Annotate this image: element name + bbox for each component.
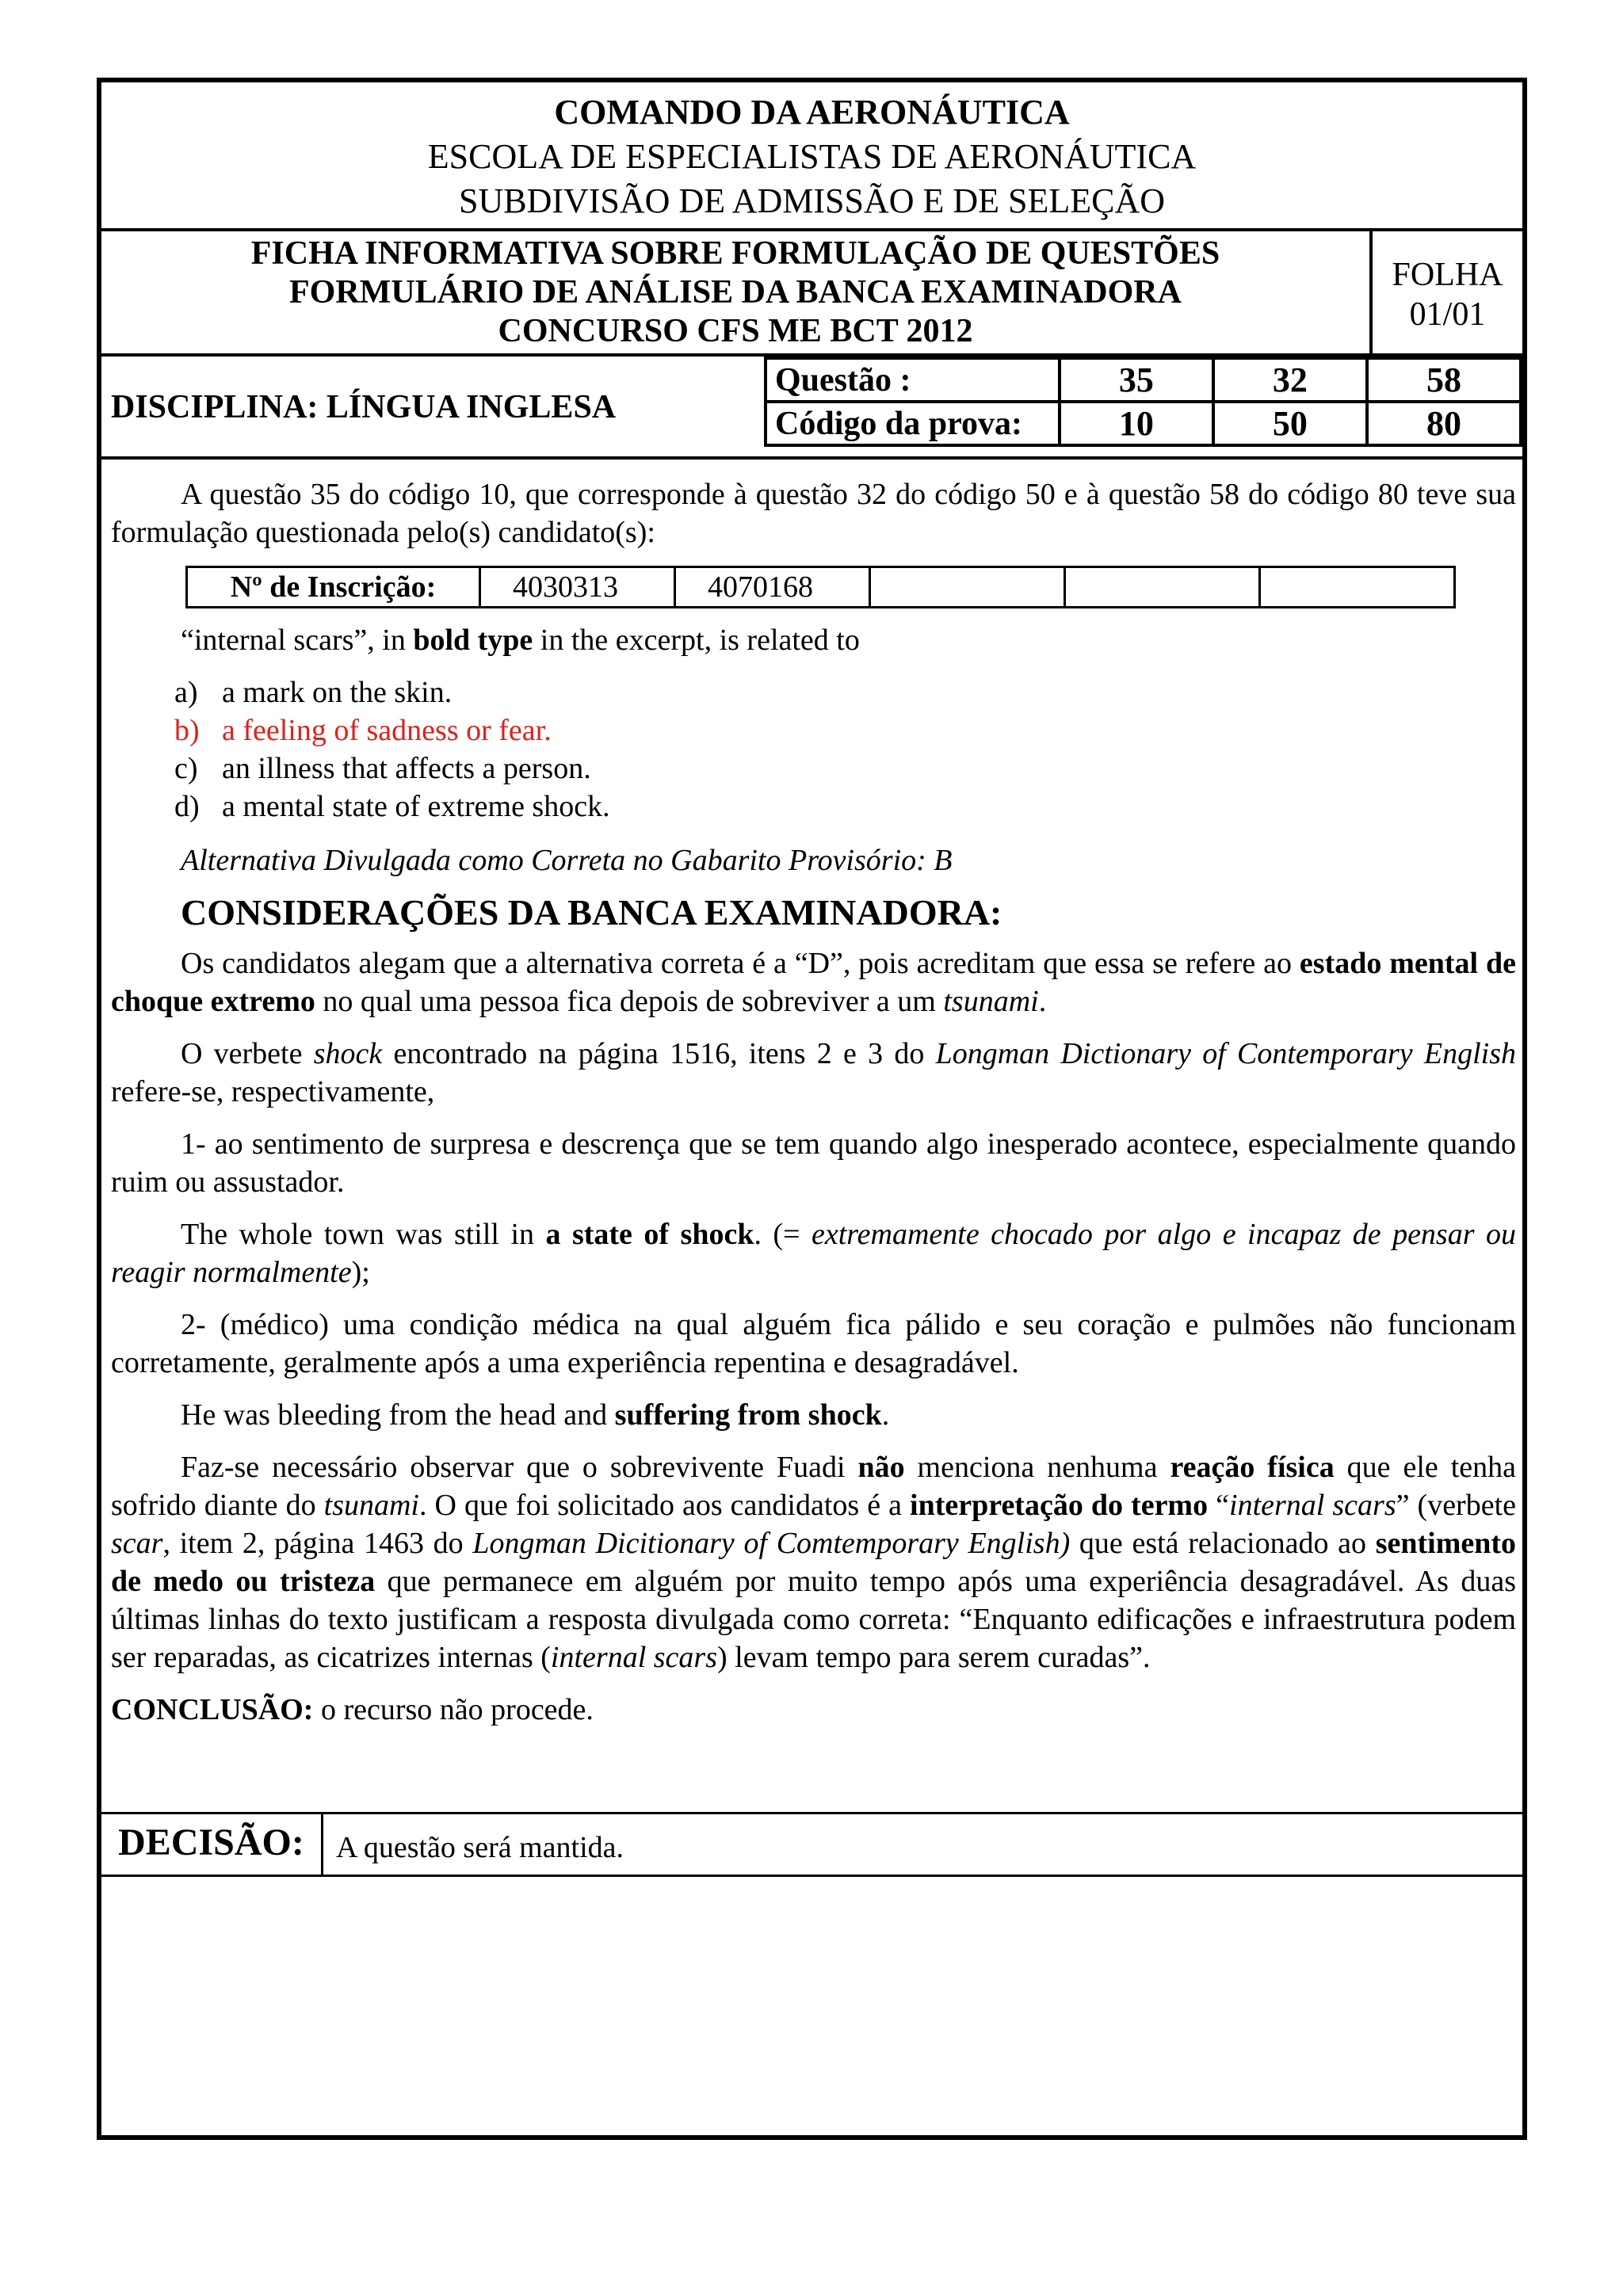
paragraph-1: Os candidatos alegam que a alternativa correta é a “D”, pois acreditam que essa se refere ao estado mental de choque extremo no qual uma pessoa fica depois de sobreviver a um tsunami. (111, 947, 1517, 1018)
header-line-1: COMANDO DA AERONÁUTICA (554, 93, 1070, 132)
questao-row (766, 358, 1521, 402)
codigo-label: Código da prova: (766, 402, 1060, 445)
decisao-label: DECISÃO: (101, 1814, 323, 1875)
answer-options (174, 673, 1516, 826)
codigo-value: 50 (1213, 402, 1367, 445)
option-text: a mental state of extreme shock. (222, 790, 610, 823)
stem-bold: bold type (413, 624, 533, 657)
header-line-2: ESCOLA DE ESPECIALISTAS DE AERONÁUTICA (427, 137, 1197, 176)
option-b-correct (174, 711, 1516, 749)
gabarito-note: Alternativa Divulgada como Correta no Gabarito Provisório: B (181, 844, 953, 877)
questao-label: Questão : (766, 358, 1060, 402)
folha-label: FOLHA (1392, 257, 1503, 293)
form-title (101, 231, 1373, 353)
inscricao-label: Nº de Inscrição: (187, 567, 480, 608)
option-d (174, 788, 1516, 826)
option-key: a) (174, 676, 198, 709)
paragraph-5: 2- (médico) uma condição médica na qual alguém fica pálido e seu coração e pulmões não funcionam corretamente, geralmente após a uma experiência repentina e desagradável. (111, 1308, 1516, 1379)
inscricao-value (1065, 567, 1260, 608)
option-text: a mark on the skin. (222, 676, 453, 709)
paragraph-2: O verbete shock encontrado na página 1516, itens 2 e 3 do Longman Dictionary of Contemporary English refere-se, respectivamente, (111, 1037, 1516, 1108)
form-title-line-2: FORMULÁRIO DE ANÁLISE DA BANCA EXAMINADORA (289, 274, 1182, 311)
codigo-value: 80 (1367, 402, 1521, 445)
option-key: d) (174, 790, 200, 823)
paragraph-3: 1- ao sentimento de surpresa e descrença que se tem quando algo inesperado acontece, especialmente quando ruim ou assustador. (111, 1127, 1516, 1199)
conclusao-text: o recurso não procede. (313, 1693, 594, 1726)
inscricao-value: 4070168 (675, 567, 870, 608)
question-stem (181, 621, 1516, 659)
form-title-line-1: FICHA INFORMATIVA SOBRE FORMULAÇÃO DE QUESTÕES (250, 235, 1220, 272)
form-title-line-3: CONCURSO CFS ME BCT 2012 (498, 313, 973, 349)
codigo-value: 10 (1060, 402, 1213, 445)
stem-text: in the excerpt, is related to (533, 624, 860, 657)
header-line-3: SUBDIVISÃO DE ADMISSÃO E DE SELEÇÃO (458, 181, 1166, 220)
folha-box (1373, 231, 1522, 353)
questao-value: 58 (1367, 358, 1521, 402)
paragraph-4: The whole town was still in a state of shock. (= extremamente chocado por algo e incapaz de pensar ou reagir normalmente); (111, 1218, 1516, 1289)
document-frame (97, 78, 1527, 2140)
option-a (174, 673, 1516, 711)
consideracoes-title: CONSIDERAÇÕES DA BANCA EXAMINADORA: (181, 892, 1002, 933)
questao-value: 35 (1060, 358, 1213, 402)
question-code-table (764, 357, 1522, 447)
questao-value: 32 (1213, 358, 1367, 402)
stem-text: “internal scars”, in (181, 624, 414, 657)
form-title-row (101, 231, 1522, 357)
option-key: b) (174, 714, 200, 747)
inscricao-value: 4030313 (480, 567, 675, 608)
codigo-row (766, 402, 1521, 445)
inscricao-value (870, 567, 1065, 608)
inscricao-value (1260, 567, 1455, 608)
discipline-label: DISCIPLINA: LÍNGUA INGLESA (111, 389, 617, 425)
decisao-text: A questão será mantida. (336, 1831, 624, 1864)
intro-paragraph: A questão 35 do código 10, que corresponde à questão 32 do código 50 e à questão 58 do código 80 teve sua formulação questionada pelo(s) candidato(s): (111, 478, 1516, 549)
decisao-row (101, 1812, 1522, 1877)
option-text: a feeling of sadness or fear. (222, 714, 552, 747)
conclusao-label: CONCLUSÃO: (111, 1693, 314, 1726)
document-body (111, 475, 1516, 1743)
folha-value: 01/01 (1409, 296, 1486, 333)
option-c (174, 749, 1516, 788)
inscricao-table (185, 566, 1456, 608)
option-text: an illness that affects a person. (222, 752, 591, 785)
institution-header (101, 82, 1522, 231)
paragraph-7: Faz-se necessário observar que o sobrevivente Fuadi não menciona nenhuma reação física que ele tenha sofrido diante do tsunami. O que foi solicitado aos candidatos é a interpretação do termo “internal scars” (verbete scar, item 2, página 1463 do Longman Dicitionary of Comtemporary English) que está relacionado ao sentimento de medo ou tristeza que permanece em alguém por muito tempo após uma experiência desagradável. As duas últimas linhas do texto justificam a resposta divulgada como correta: “Enquanto edificações e infraestrutura podem ser reparadas, as cicatrizes internas (internal scars) levam tempo para serem curadas”. (111, 1451, 1516, 1674)
option-key: c) (174, 752, 198, 785)
paragraph-6: He was bleeding from the head and suffering from shock. (181, 1398, 890, 1432)
discipline-row (101, 357, 1522, 460)
conclusao (111, 1691, 1516, 1729)
